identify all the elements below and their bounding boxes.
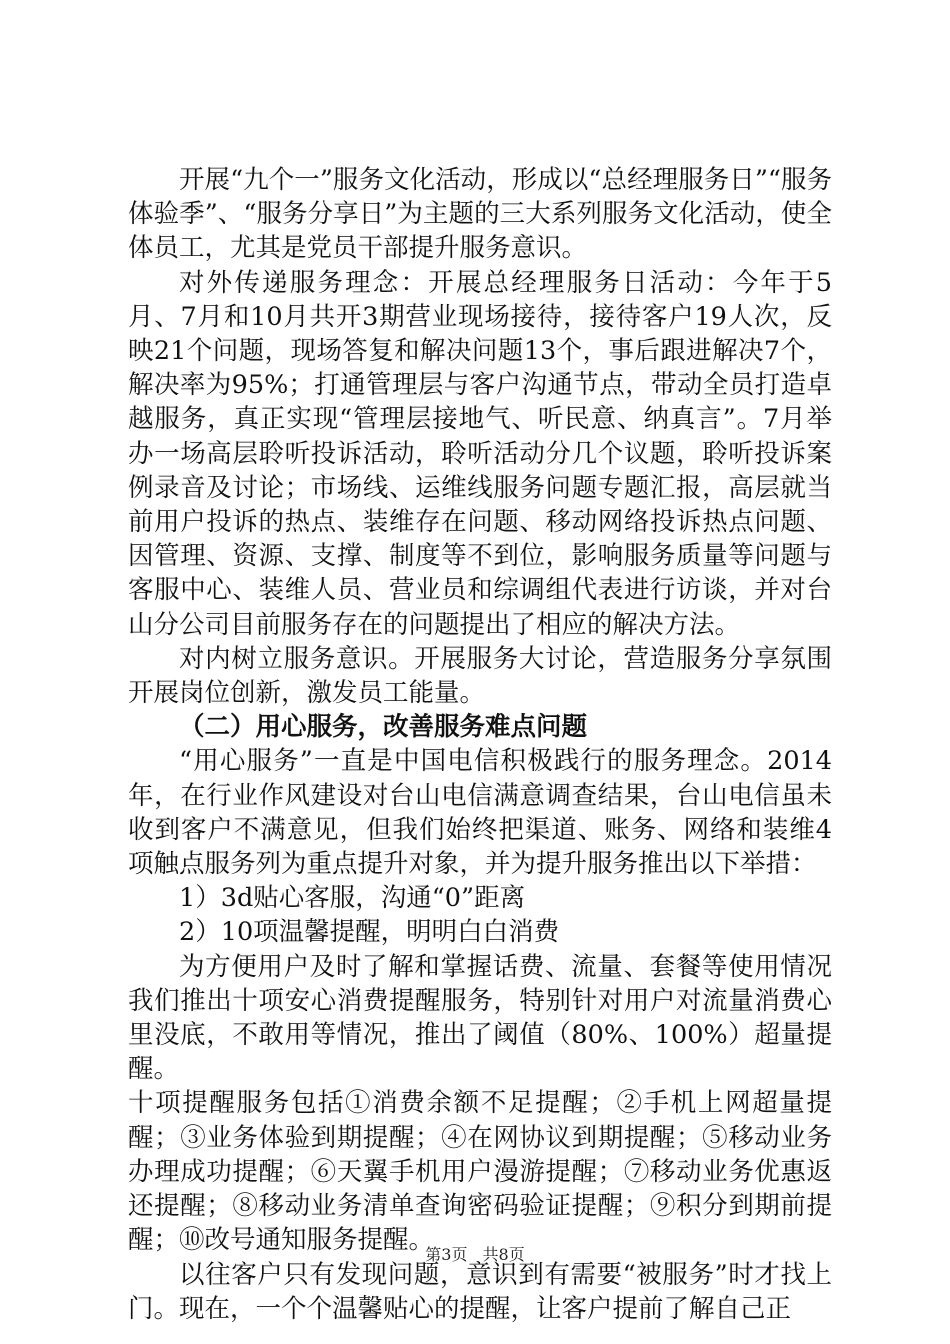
paragraph: 为方便用户及时了解和掌握话费、流量、套餐等使用情况我们推出十项安心消费提醒服务，特别针对用户对流量消费心里没底，不敢用等情况，推出了阈值（80%、100%）超量提醒。: [128, 951, 832, 1085]
page-total: 共8页: [482, 1245, 525, 1264]
paragraph: 开展“九个一”服务文化活动，形成以“总经理服务日”“服务体验季”、“服务分享日”为主题的三大系列服务文化活动，使全体员工，尤其是党员干部提升服务意识。: [128, 165, 832, 264]
document-body: [128, 163, 832, 1326]
page-footer: [0, 1245, 950, 1265]
section-heading: （二）用心服务，改善服务难点问题: [179, 712, 588, 743]
list-item: 2）10项温馨提醒，明明白白消费: [179, 917, 560, 948]
reminder-list: 十项提醒服务包括①消费余额不足提醒；②手机上网超量提醒；③业务体验到期提醒；④在网协议到期提醒；⑤移动业务办理成功提醒；⑥天翼手机用户漫游提醒；⑦移动业务优惠返还提醒；⑧移动业务清单查询密码验证提醒；⑨积分到期前提醒；⑩改号通知服务提醒。: [128, 1088, 832, 1256]
paragraph: 以往客户只有发现问题，意识到有需要“被服务”时才找上门。现在，一个个温馨贴心的提醒，让客户提前了解自己正: [128, 1259, 832, 1324]
page-number: 第3页: [425, 1245, 468, 1264]
list-item: 1）3d贴心客服，沟通“0”距离: [179, 883, 526, 914]
paragraph: “用心服务”一直是中国电信积极践行的服务理念。2014年，在行业作风建设对台山电信满意调查结果，台山电信虽未收到客户不满意见，但我们始终把渠道、账务、网络和装维4项触点服务列为重点提升对象，并为提升服务推出以下举措：: [128, 746, 832, 880]
paragraph: 对外传递服务理念：开展总经理服务日活动：今年于5月、7月和10月共开3期营业现场接待，接待客户19人次，反映21个问题，现场答复和解决问题13个，事后跟进解决7个，解决率为95%；打通管理层与客户沟通节点，带动全员打造卓越服务，真正实现“管理层接地气、听民意、纳真言”。7月举办一场高层聆听投诉活动，聆听活动分几个议题，聆听投诉案例录音及讨论；市场线、运维线服务问题专题汇报，高层就当前用户投诉的热点、装维存在问题、移动网络投诉热点问题、因管理、资源、支撑、制度等不到位，影响服务质量等问题与客服中心、装维人员、营业员和综调组代表进行访谈，并对台山分公司目前服务存在的问题提出了相应的解决方法。: [128, 267, 832, 640]
paragraph: 对内树立服务意识。开展服务大讨论，营造服务分享氛围开展岗位创新，激发员工能量。: [128, 643, 832, 709]
